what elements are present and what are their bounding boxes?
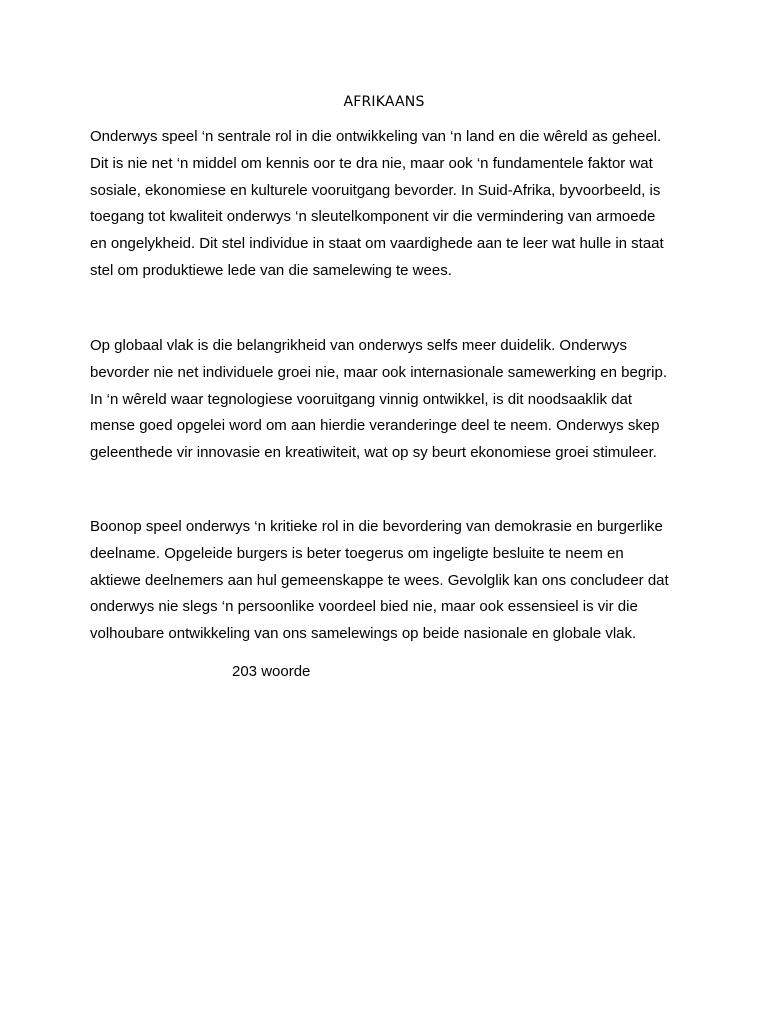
paragraph-line: deelname. Opgeleide burgers is beter toegerus om ingeligte besluite te neem en xyxy=(90,544,624,562)
paragraph-3 xyxy=(90,514,690,648)
paragraph-line: en ongelykheid. Dit stel individue in staat om vaardighede aan te leer wat hulle in staat xyxy=(90,235,664,253)
paragraph-line: stel om produktiewe lede van die samelewing te wees. xyxy=(90,261,452,279)
paragraph-line: bevorder nie net individuele groei nie, maar ook internasionale samewerking en begrip. xyxy=(90,363,668,381)
paragraph-line: volhoubare ontwikkeling van ons samelewings op beide nasionale en globale vlak. xyxy=(90,625,637,643)
word-count: 203 woorde xyxy=(232,663,311,680)
paragraph-line: geleenthede vir innovasie en kreatiwiteit, wat op sy beurt ekonomiese groei stimuleer. xyxy=(90,444,657,462)
document-title: AFRIKAANS xyxy=(343,94,425,110)
paragraph-2 xyxy=(90,333,690,467)
paragraph-line: Dit is nie net ‘n middel om kennis oor te dra nie, maar ook ‘n fundamentele faktor wat xyxy=(90,154,653,172)
paragraph-line: Onderwys speel ‘n sentrale rol in die ontwikkeling van ‘n land en die wêreld as geheel. xyxy=(90,128,662,145)
paragraph-line: sosiale, ekonomiese en kulturele vooruitgang bevorder. In Suid-Afrika, byvoorbeeld, is xyxy=(90,181,661,199)
paragraph-line: onderwys nie slegs ‘n persoonlike voordeel bied nie, maar ook essensieel is vir die xyxy=(90,598,638,616)
paragraph-line: Op globaal vlak is die belangrikheid van onderwys selfs meer duidelik. Onderwys xyxy=(90,337,627,354)
paragraph-line: aktiewe deelnemers aan hul gemeenskappe te wees. Gevolglik kan ons concludeer dat xyxy=(90,571,669,589)
paragraph-line: In ‘n wêreld waar tegnologiese vooruitgang vinnig ontwikkel, is dit noodsaaklik dat xyxy=(90,390,632,408)
paragraph-line: Boonop speel onderwys ‘n kritieke rol in die bevordering van demokrasie en burgerlike xyxy=(90,518,663,535)
paragraph-1 xyxy=(90,124,690,285)
paragraph-line: mense goed opgelei word om aan hierdie veranderinge deel te neem. Onderwys skep xyxy=(90,417,660,435)
paragraph-line: toegang tot kwaliteit onderwys ‘n sleutelkomponent vir die vermindering van armoede xyxy=(90,208,656,226)
